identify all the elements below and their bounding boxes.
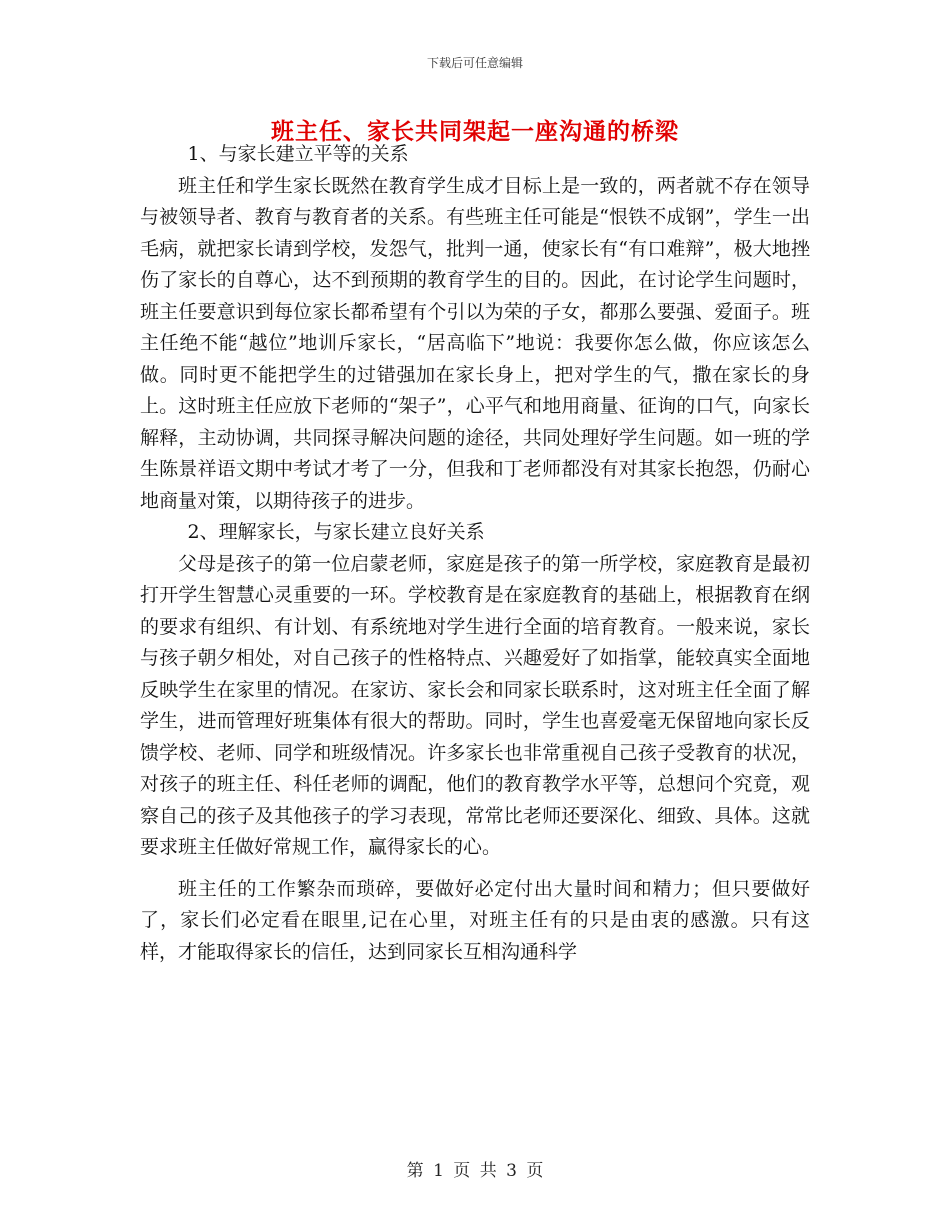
paragraph: 班主任的工作繁杂而琐碎，要做好必定付出大量时间和精力；但只要做好了，家长们必定看在眼里,记在心里，对班主任有的只是由衷的感激。只有这样，才能取得家长的信任，达到同家长互相沟通科学 <box>140 877 810 963</box>
section-heading-2: 2、理解家长，与家长建立良好关系 <box>187 521 485 543</box>
document-body <box>140 139 810 968</box>
paragraph: 父母是孩子的第一位启蒙老师，家庭是孩子的第一所学校，家庭教育是最初打开学生智慧心灵重要的一环。学校教育是在家庭教育的基础上，根据教育在纲的要求有组织、有计划、有系统地对学生进行全面的培育教育。一般来说，家长与孩子朝夕相处，对自己孩子的性格特点、兴趣爱好了如指掌，能较真实全面地反映学生在家里的情况。在家访、家长会和同家长联系时，这对班主任全面了解学生，进而管理好班集体有很大的帮助。同时，学生也喜爱毫无保留地向家长反馈学校、老师、同学和班级情况。许多家长也非常重视自己孩子受教育的状况，对孩子的班主任、科任老师的调配，他们的教育教学水平等，总想问个究竟，观察自己的孩子及其他孩子的学习表现，常常比老师还要深化、细致、具体。这就要求班主任做好常规工作，赢得家长的心。 <box>140 552 810 858</box>
section-heading-1: 1、与家长建立平等的关系 <box>187 143 409 165</box>
header-note: 下载后可任意编辑 <box>426 56 523 70</box>
document-title: 班主任、家长共同架起一座沟通的桥梁 <box>271 118 679 145</box>
paragraph: 班主任和学生家长既然在教育学生成才目标上是一致的，两者就不存在领导与被领导者、教育与教育者的关系。有些班主任可能是“恨铁不成钢”，学生一出毛病，就把家长请到学校，发怨气，批判一通，使家长有“有口难辩”，极大地挫伤了家长的自尊心，达不到预期的教育学生的目的。因此，在讨论学生问题时，班主任要意识到每位家长都希望有个引以为荣的子女，都那么要强、爱面子。班主任绝不能“越位”地训斥家长，“居高临下”地说：我要你怎么做，你应该怎么做。同时更不能把学生的过错强加在家长身上，把对学生的气，撒在家长的身上。这时班主任应放下老师的“架子”，心平气和地用商量、征询的口气，向家长解释，主动协调，共同探寻解决问题的途径，共同处理好学生问题。如一班的学生陈景祥语文期中考试才考了一分，但我和丁老师都没有对其家长抱怨，仍耐心地商量对策，以期待孩子的进步。 <box>140 174 810 512</box>
page-indicator: 第 1 页 共 3 页 <box>406 1161 544 1181</box>
